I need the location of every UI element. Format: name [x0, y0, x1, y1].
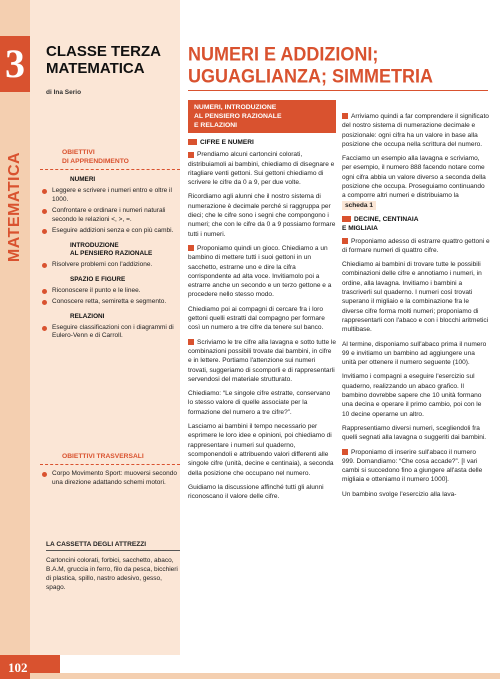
text-column-1 [188, 100, 336, 506]
main-title [188, 43, 498, 87]
paragraph: Al termine, disponiamo sull'abaco prima il numero 99 e invitiamo un bambino ad aggiungere una unità per ottenere il numero seguente (100). [342, 340, 487, 367]
subheading-text: CIFRE E NUMERI [200, 139, 254, 146]
objective-text: Eseguire classificazioni con i diagrammi di Eulero-Venn e di Carroll. [52, 323, 174, 340]
objective-item [40, 207, 180, 224]
paragraph-text: Proponiamo quindi un gioco. Chiediamo a un bambino di mettere tutti i suoi gettoni in un sacchetto, estrarne uno e dire la cifra corrispondente ad alta voce. Invitiamolo poi a estrarre anche un secondo e un terzo gettone e a procedere nello stesso modo. [188, 244, 332, 299]
paragraph-text: Proponiamo di inserire sull'abaco il numero 999. Domandiamo: “Che cosa accade?”. [I vari cambi si succedono fino a giungere all'asta delle migliaia e otteniamo il numero 1000]. [342, 448, 483, 484]
paragraph-text: Scriviamo le tre cifre alla lavagna e sotto tutte le combinazioni possibili trovate dai bambini, in cifre e in lettere. Portiamo l'attenzione sui numeri trovati, suggeriamo di scomporli e di rappresentarli servendosi del materiale strutturato. [188, 338, 337, 383]
paragraph [188, 338, 336, 384]
objective-item [40, 298, 180, 307]
paragraph [342, 237, 490, 256]
objectives-heading-line-2: DI APPRENDIMENTO [62, 158, 129, 165]
topic-box-line: NUMERI, INTRODUZIONE [194, 104, 277, 111]
paragraph-marker-icon [342, 238, 348, 244]
paragraph-marker-icon [188, 339, 194, 345]
paragraph-text: Arriviamo quindi a far comprendere il significato del nostro sistema di numerazione decimale e posizionale: ogni cifra ha un valore in base alla posizione che occupa nella scrittura del numero. [342, 113, 489, 148]
topic-box [188, 100, 336, 133]
group-heading-relazioni: RELAZIONI [70, 312, 105, 320]
objectives-heading [40, 148, 180, 170]
objective-text: Risolvere problemi con l'addizione. [52, 260, 153, 268]
main-title-line-1: NUMERI E ADDIZIONI; [188, 43, 379, 65]
bullet-icon [42, 229, 47, 234]
vertical-subject-label [2, 148, 28, 268]
objective-text: Confrontare e ordinare i numeri naturali secondo le relazioni <, >, =. [52, 207, 166, 223]
paragraph: Chiediamo: “Le singole cifre estratte, conservano lo stesso valore di quelle associate per la formazione del numero a tre cifre?”. [188, 390, 331, 416]
bullet-icon [42, 300, 47, 305]
paragraph-text: Proponiamo adesso di estrarre quattro gettoni e di formare numeri di quattro cifre. [342, 237, 490, 254]
title-rule [188, 90, 488, 91]
paragraph: Guidiamo la discussione affinché tutti gli alunni riconoscano il valore delle cifre. [188, 483, 324, 501]
subheading-decine [342, 215, 490, 234]
objective-text: Conoscere retta, semiretta e segmento. [52, 298, 167, 306]
worksheet-reference: scheda 1 [342, 201, 376, 210]
group-heading-line-2: AL PENSIERO RAZIONALE [70, 249, 153, 257]
text-column-2 [342, 112, 490, 504]
group-heading-line-1: INTRODUZIONE [70, 241, 119, 249]
sidebar-title [46, 43, 161, 77]
objective-item [40, 261, 180, 270]
subheading-cifre [188, 138, 336, 147]
author: di Ina Serio [46, 89, 82, 96]
bottom-bar [30, 673, 500, 679]
paragraph-marker-icon [188, 152, 194, 158]
transversal-heading: OBIETTIVI TRASVERSALI [40, 452, 180, 465]
bullet-icon [42, 189, 47, 194]
toolbox-text: Cartoncini colorati, forbici, sacchetto, abaco, B.A.M, gruccia in ferro, filo da pesca, bicchieri di plastica, spillo, nastro adesivo, gesso, spago. [46, 557, 178, 591]
bullet-icon [42, 289, 47, 294]
paragraph [342, 112, 490, 149]
objective-item [40, 287, 180, 296]
paragraph-text: Facciamo un esempio alla lavagna e scriviamo, per esempio, il numero 888 facendo notare come ogni cifra abbia un valore diverso a seconda della posizione che occupa. Proseguiamo continuando a comporre altri numeri e distribuiamo la [342, 155, 486, 200]
title-line-2: MATEMATICA [46, 60, 145, 77]
paragraph: Chiediamo poi ai compagni di cercare fra i loro gettoni quelli estratti dal compagno per formare così un numero a tre cifre da tenere sul banco. [188, 305, 325, 332]
paragraph: Lasciamo ai bambini il tempo necessario per esprimere le loro idee e opinioni, poi chiediamo di rappresentare i numeri sul quaderno, scomponendoli e attribuendo valori differenti alle singole cifre (unità, decine e centinaia), a seconda della posizione che occupano nel numero. [188, 423, 334, 477]
bullet-icon [42, 209, 47, 214]
paragraph: Ricordiamo agli alunni che il nostro sistema di numerazione è decimale perché si raggruppa per dieci; che le cifre sono i segni che compongono i numeri; che con le cifre da 0 a 9 possiamo formare tutti i numeri. [188, 193, 336, 238]
objective-text: Leggere e scrivere i numeri entro e oltre il 1000. [52, 187, 172, 203]
topic-box-line: AL PENSIERO RAZIONALE [194, 113, 282, 120]
toolbox-heading: LA CASSETTA DEGLI ATTREZZI [46, 541, 180, 551]
toolbox-section [46, 541, 180, 592]
objectives-heading-line-1: OBIETTIVI [62, 149, 95, 156]
group-heading-spazio: SPAZIO E FIGURE [70, 275, 126, 283]
vertical-label-text: MATEMATICA [6, 151, 23, 263]
topic-box-line: E RELAZIONI [194, 122, 238, 129]
transversal-item [40, 470, 180, 487]
objective-text: Riconoscere il punto e le linee. [52, 286, 141, 294]
paragraph: Rappresentiamo diversi numeri, scegliendoli fra quelli segnati alla lavagna o suggeriti dai bambini. [342, 424, 487, 442]
group-heading-pensiero [70, 242, 180, 258]
paragraph: Invitiamo i compagni a eseguire l'esercizio sul quaderno, realizzando un abaco grafico. Il bambino dovrebbe sapere che 10 unità formano una decina e operare il primo cambio, poi con le 10 decine operarne un altro. [342, 373, 482, 418]
objectives-section [40, 148, 180, 344]
transversal-section [40, 452, 180, 490]
title-line-1: CLASSE TERZA [46, 43, 162, 60]
paragraph-text: Prendiamo alcuni cartoncini colorati, distribuiamoli ai bambini, chiediamo di disegnare e ritagliare venti gettoni. Sui gettoni chiediamo di scrivere le cifre da 0 a 9, per due volte. [188, 151, 335, 187]
paragraph: Chiediamo ai bambini di trovare tutte le possibili combinazioni delle cifre e annotiamo i numeri, in ordine, alla lavagna. Invitiamo i bambini a trascriverli sul quaderno. I numeri così trovati superano il migliaio e la combinazione fra le diverse cifre forma molti numeri; proponiamo di rappresentarli con l'abaco e con i blocchi aritmetici multibase. [342, 261, 489, 334]
objective-text: Eseguire addizioni senza e con più cambi. [52, 227, 174, 235]
heading-marker-icon [188, 139, 197, 145]
paragraph-marker-icon [342, 449, 348, 455]
paragraph: Un bambino svolge l'esercizio alla lava- [342, 490, 457, 498]
subheading-text: DECINE, CENTINAIA [354, 215, 419, 223]
objective-item [40, 187, 180, 204]
sidebar [30, 0, 180, 655]
left-color-strip [0, 0, 30, 679]
main-title-line-2: UGUAGLIANZA; SIMMETRIA [188, 65, 433, 87]
paragraph [342, 448, 490, 485]
bullet-icon [42, 472, 47, 477]
group-heading-numeri: NUMERI [70, 176, 96, 183]
paragraph [188, 150, 336, 187]
chapter-number: 3 [0, 36, 30, 92]
transversal-text: Corpo Movimento Sport: muoversi secondo una direzione adattando schemi motori. [52, 470, 178, 486]
objective-item [40, 227, 180, 236]
page-number: 102 [0, 655, 60, 679]
paragraph [342, 154, 490, 210]
bullet-icon [42, 263, 47, 268]
paragraph-marker-icon [342, 113, 348, 119]
subheading-text: E MIGLIAIA [342, 225, 378, 233]
paragraph [188, 244, 336, 300]
paragraph-marker-icon [188, 245, 194, 251]
heading-marker-icon [342, 216, 351, 222]
bullet-icon [42, 326, 47, 331]
objective-item [40, 324, 180, 341]
